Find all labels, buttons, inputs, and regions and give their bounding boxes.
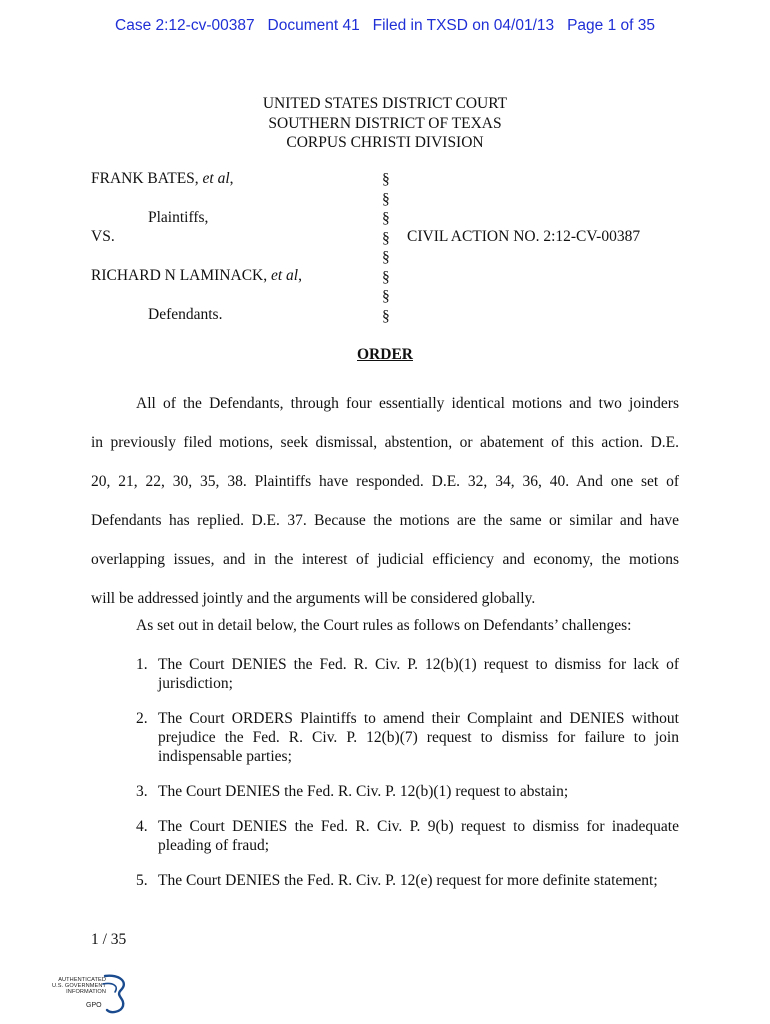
gpo-seal-text: AUTHENTICATED U.S. GOVERNMENT INFORMATION	[51, 977, 106, 995]
plaintiff-name: FRANK BATES, et al,	[91, 170, 234, 187]
paragraph-line: Defendants has replied. D.E. 37. Because the motions are the same or similar and have	[91, 512, 679, 529]
order-title: ORDER	[357, 346, 413, 363]
ruling-number: 2.	[136, 710, 148, 727]
ruling-number: 3.	[136, 783, 148, 800]
paragraph-line: 20, 21, 22, 30, 35, 38. Plaintiffs have responded. D.E. 32, 34, 36, 40. And one set of	[91, 473, 679, 490]
ruling-item	[136, 782, 679, 801]
defendants-label: Defendants.	[148, 306, 223, 323]
ruling-item	[136, 709, 679, 766]
ruling-text: The Court ORDERS Plaintiffs to amend their Complaint and DENIES without prejudice the Fed. R. Civ. P. 12(b)(7) request to dismiss for failure to join indispensable parties;	[158, 710, 679, 765]
section-symbol: §	[382, 229, 390, 247]
section-symbol: §	[382, 210, 390, 227]
paragraph-line: will be addressed jointly and the arguments will be considered globally.	[91, 590, 536, 607]
ruling-item	[136, 655, 679, 693]
ruling-number: 5.	[136, 872, 148, 889]
paragraph-line: in previously filed motions, seek dismissal, abstention, or abatement of this action. D.E.	[91, 434, 679, 451]
gpo-authentication-seal	[44, 974, 134, 1016]
defendant-et-al: et al	[270, 267, 299, 284]
ruling-number: 1.	[136, 656, 148, 673]
plaintiffs-label: Plaintiffs,	[148, 209, 209, 226]
court-district: SOUTHERN DISTRICT OF TEXAS	[268, 114, 502, 132]
rulings-list	[136, 655, 679, 906]
ruling-text: The Court DENIES the Fed. R. Civ. P. 12(b)(1) request to dismiss for lack of jurisdiction;	[158, 656, 679, 692]
ruling-number: 4.	[136, 818, 148, 835]
rulings-intro: As set out in detail below, the Court rules as follows on Defendants’ challenges:	[136, 617, 632, 634]
versus-label: VS.	[91, 228, 115, 245]
paragraph-line: overlapping issues, and in the interest of judicial efficiency and economy, the motions	[91, 551, 679, 568]
civil-action-number: CIVIL ACTION NO. 2:12-CV-00387	[407, 228, 641, 245]
ruling-item	[136, 871, 679, 890]
ruling-text: The Court DENIES the Fed. R. Civ. P. 12(b)(1) request to abstain;	[158, 783, 569, 800]
opening-paragraph	[91, 384, 679, 618]
gpo-mark: GPO	[86, 1002, 102, 1009]
case-header: Case 2:12-cv-00387 Document 41 Filed in TXSD on 04/01/13 Page 1 of 35	[115, 17, 655, 34]
section-symbol: §	[382, 190, 390, 208]
defendant-name: RICHARD N LAMINACK, et al,	[91, 267, 302, 284]
eagle-icon	[99, 974, 131, 1016]
section-symbol: §	[382, 268, 390, 286]
court-division: CORPUS CHRISTI DIVISION	[286, 134, 484, 151]
ruling-text: The Court DENIES the Fed. R. Civ. P. 12(e) request for more definite statement;	[158, 872, 658, 889]
section-symbol: §	[382, 288, 390, 305]
page-number: 1 / 35	[91, 931, 127, 948]
ruling-text: The Court DENIES the Fed. R. Civ. P. 9(b) request to dismiss for inadequate pleading of fraud;	[158, 818, 679, 854]
section-symbol-column	[382, 170, 390, 326]
court-heading	[0, 94, 770, 153]
section-symbol: §	[382, 307, 390, 325]
court-name: UNITED STATES DISTRICT COURT	[262, 95, 508, 112]
section-symbol: §	[382, 249, 390, 266]
section-symbol: §	[382, 171, 390, 188]
paragraph-line: All of the Defendants, through four essentially identical motions and two joinders	[136, 395, 679, 412]
ruling-item	[136, 817, 679, 855]
plaintiff-et-al: et al	[202, 170, 230, 187]
